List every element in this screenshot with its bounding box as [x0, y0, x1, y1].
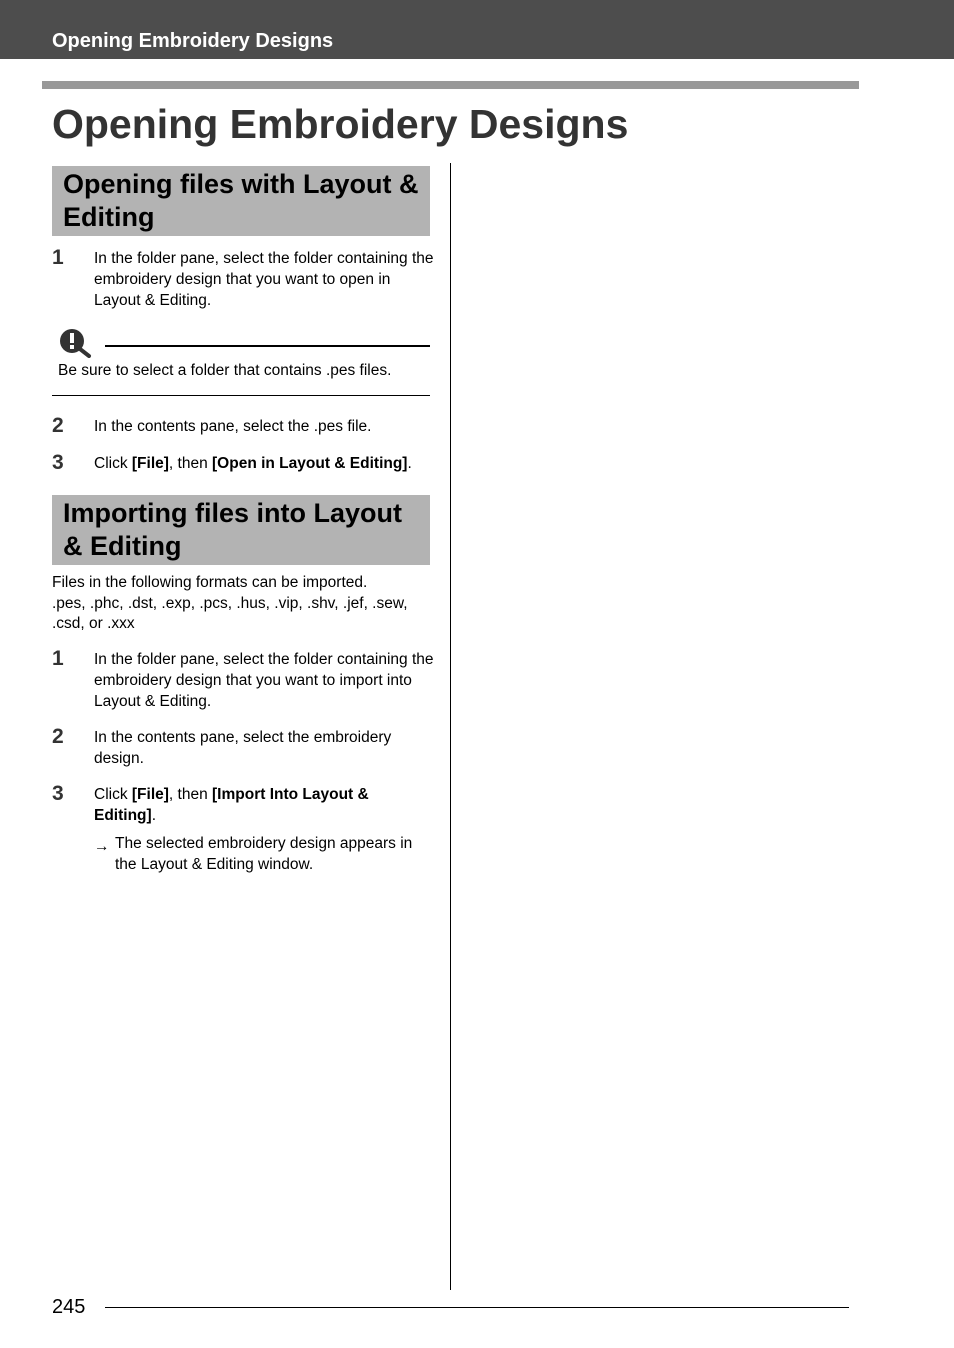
step-number: 2 [52, 414, 64, 437]
step-text: In the folder pane, select the folder containing the embroidery design that you want to open in Layout & Editing. [94, 250, 434, 309]
column-divider [450, 163, 451, 1290]
note-top-rule [105, 345, 430, 347]
intro-line: Files in the following formats can be imported. [52, 574, 368, 591]
step-text: In the folder pane, select the folder containing the embroidery design that you want to import into Layout & Editing. [94, 651, 434, 710]
page-number: 245 [52, 1296, 86, 1318]
section-heading-text: Importing files into Layout & Editing [63, 498, 402, 561]
step-number: 3 [52, 782, 64, 805]
step-number: 1 [52, 246, 64, 269]
menu-ref-import: [Import Into Layout & Editing] [94, 786, 369, 824]
step-number: 1 [52, 647, 64, 670]
section-heading-text: Opening files with Layout & Editing [63, 169, 419, 232]
format-list: .pes, .phc, .dst, .exp, .pcs, .hus, .vip, .shv, .jef, .sew, .csd, or .xxx [52, 594, 408, 632]
caution-magnifier-icon [58, 328, 92, 358]
section-heading-opening [52, 166, 430, 236]
note-bottom-rule [52, 395, 430, 396]
title-rule [42, 81, 859, 89]
section-heading-importing [52, 495, 430, 565]
step-text: Click [File], then [Open in Layout & Editing]. [94, 455, 412, 472]
menu-ref-open: [Open in Layout & Editing] [212, 455, 408, 472]
note-text: Be sure to select a folder that contains .pes files. [58, 362, 392, 379]
step-text: In the contents pane, select the .pes file. [94, 418, 372, 435]
step-number: 3 [52, 451, 64, 474]
menu-ref-file: [File] [131, 786, 169, 803]
running-header-title: Opening Embroidery Designs [52, 30, 334, 52]
step-number: 2 [52, 725, 64, 748]
menu-ref-file: [File] [131, 455, 169, 472]
step-text: Click [File], then [Import Into Layout & Editing]. [94, 786, 369, 824]
step-text: In the contents pane, select the embroidery design. [94, 729, 392, 767]
intro-text [52, 573, 437, 635]
result-arrow-icon: → [94, 838, 110, 855]
result-text: The selected embroidery design appears in the Layout & Editing window. [115, 835, 413, 873]
page-title: Opening Embroidery Designs [52, 101, 629, 147]
footer-rule [105, 1307, 849, 1308]
